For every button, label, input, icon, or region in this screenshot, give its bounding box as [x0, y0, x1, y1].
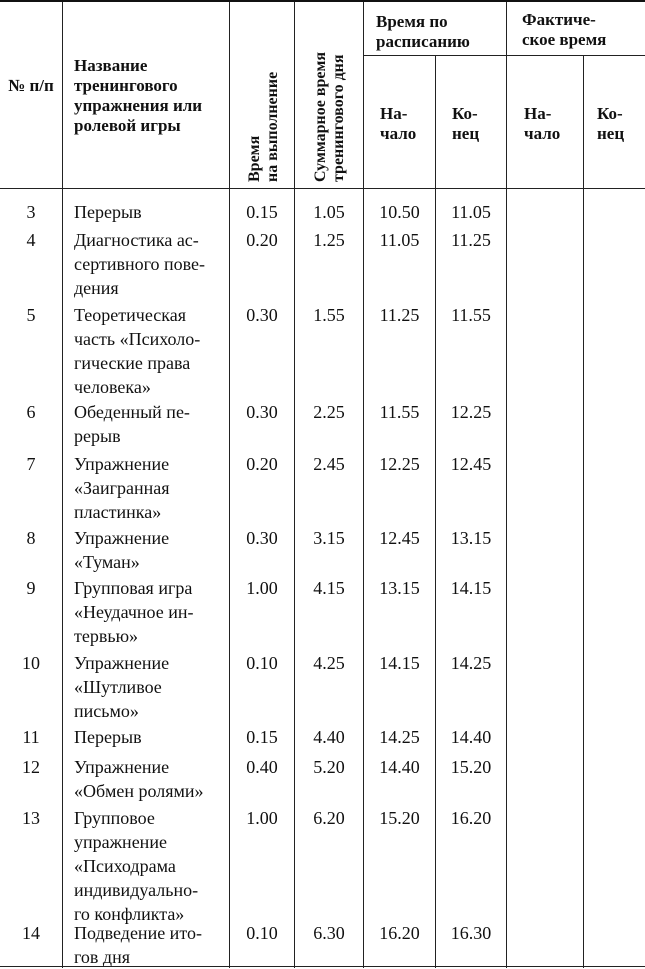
row-name-line: «Обмен ролями» — [74, 781, 204, 801]
row-number: 5 — [26, 305, 36, 325]
row-start: 10.50 — [379, 202, 420, 222]
row-start: 15.20 — [379, 808, 420, 828]
header-scheduled — [376, 12, 504, 52]
row-end: 16.20 — [450, 808, 492, 828]
header-actual-start — [524, 104, 580, 144]
row-name-line: Теоретическая — [74, 305, 187, 325]
header-start-line: чало — [524, 124, 561, 143]
row-name — [74, 806, 229, 926]
row-end: 14.25 — [450, 653, 492, 673]
row-duration: 0.20 — [246, 230, 278, 250]
row-name-line: Диагностика ас- — [74, 230, 199, 250]
row-start: 11.25 — [379, 305, 420, 325]
row-name — [74, 651, 229, 723]
row-name-line: Упражнение — [74, 757, 170, 777]
row-end: 11.05 — [451, 202, 491, 222]
header-end-line: нец — [597, 124, 625, 143]
header-name-line: тренингового — [74, 76, 178, 95]
row-number: 4 — [26, 230, 36, 250]
row-duration: 0.30 — [246, 528, 278, 548]
row-name — [74, 452, 229, 524]
row-name-line: Групповая игра — [74, 578, 193, 598]
header-duration-line: Время — [246, 135, 263, 182]
row-number: 8 — [26, 528, 36, 548]
row-number: 7 — [26, 454, 36, 474]
row-name-line: гов дня — [74, 947, 131, 967]
header-name-line: упражнения или — [74, 96, 203, 115]
row-total: 2.45 — [313, 454, 345, 474]
header-end-line: Ко- — [452, 104, 478, 123]
row-name-line: «Заигранная — [74, 478, 170, 498]
header-name-line: ролевой игры — [74, 116, 181, 135]
row-name-line: Упражнение — [74, 653, 170, 673]
row-duration: 1.00 — [246, 808, 278, 828]
row-name — [74, 576, 229, 648]
row-end: 15.20 — [450, 757, 492, 777]
row-number: 9 — [26, 578, 36, 598]
row-end: 12.45 — [450, 454, 492, 474]
row-start: 14.40 — [379, 757, 420, 777]
row-name-line: гические права — [74, 353, 191, 373]
row-name-line: Групповое — [74, 808, 155, 828]
row-name-line: упражнение — [74, 832, 167, 852]
header-actual-line: Фактиче- — [522, 10, 596, 29]
row-duration: 0.30 — [246, 402, 278, 422]
row-name-line: рерыв — [74, 426, 121, 446]
top-rule — [0, 0, 645, 2]
header-scheduled-start — [380, 104, 432, 144]
row-name-line: пластинка» — [74, 502, 162, 522]
row-name-line: письмо» — [74, 701, 139, 721]
row-name — [74, 228, 229, 300]
row-name-line: «Шутливое — [74, 677, 162, 697]
row-name-line: Упражнение — [74, 454, 170, 474]
col-divider — [435, 56, 436, 968]
header-name — [74, 56, 229, 136]
row-name-line: Обеденный пе- — [74, 402, 190, 422]
row-duration: 0.30 — [246, 305, 278, 325]
row-name-line: человека» — [74, 377, 151, 397]
row-duration: 0.10 — [246, 923, 278, 943]
row-name — [74, 755, 229, 803]
row-total: 6.20 — [313, 808, 345, 828]
row-number: 12 — [22, 757, 40, 777]
row-name-line: «Туман» — [74, 552, 140, 572]
row-total: 4.40 — [313, 727, 345, 747]
row-duration: 0.15 — [246, 727, 278, 747]
row-total: 5.20 — [313, 757, 345, 777]
row-start: 13.15 — [379, 578, 420, 598]
row-start: 14.25 — [379, 727, 420, 747]
header-num-text: № п/п — [8, 76, 54, 95]
row-total: 1.25 — [313, 230, 345, 250]
row-name — [74, 921, 229, 969]
row-name — [74, 400, 229, 448]
row-name-line: сертивного пове- — [74, 254, 206, 274]
header-total — [312, 12, 348, 182]
row-duration: 0.20 — [246, 454, 278, 474]
header-end-line: Ко- — [597, 104, 623, 123]
row-end: 14.40 — [450, 727, 492, 747]
row-duration: 1.00 — [246, 578, 278, 598]
row-name-line: Перерыв — [74, 727, 142, 747]
row-name — [74, 725, 229, 749]
col-divider — [583, 56, 584, 968]
row-name-line: дения — [74, 278, 119, 298]
row-start: 16.20 — [379, 923, 420, 943]
col-divider — [62, 2, 63, 968]
row-name — [74, 200, 229, 224]
row-number: 10 — [22, 653, 40, 673]
row-name-line: го конфликта» — [74, 904, 185, 924]
header-scheduled-end — [452, 104, 504, 144]
row-total: 1.05 — [313, 202, 345, 222]
header-bottom-rule — [0, 188, 645, 189]
subheader-rule — [363, 55, 645, 56]
row-total: 2.25 — [313, 402, 345, 422]
row-duration: 0.10 — [246, 653, 278, 673]
row-start: 14.15 — [379, 653, 420, 673]
row-name-line: тервью» — [74, 626, 139, 646]
row-number: 14 — [22, 923, 40, 943]
row-name-line: Упражнение — [74, 528, 170, 548]
header-start-line: На- — [524, 104, 552, 123]
header-total-line: тренингового дня — [330, 54, 347, 182]
header-duration-line: на выполнение — [264, 71, 281, 182]
row-name-line: Подведение ито- — [74, 923, 202, 943]
header-name-line: Название — [74, 56, 148, 75]
header-num — [0, 76, 62, 96]
header-start-line: чало — [380, 124, 417, 143]
row-number: 6 — [26, 402, 36, 422]
header-actual — [522, 10, 644, 50]
row-name-line: Перерыв — [74, 202, 142, 222]
row-duration: 0.40 — [246, 757, 278, 777]
row-start: 12.25 — [379, 454, 420, 474]
row-end: 16.30 — [450, 923, 492, 943]
row-start: 11.55 — [379, 402, 420, 422]
row-name-line: «Психодрама — [74, 856, 176, 876]
header-total-line: Суммарное время — [312, 51, 329, 182]
header-end-line: нец — [452, 124, 480, 143]
row-total: 4.15 — [313, 578, 345, 598]
row-start: 11.05 — [379, 230, 420, 250]
row-name-line: часть «Психоло- — [74, 329, 201, 349]
col-divider — [506, 2, 507, 968]
row-end: 14.15 — [450, 578, 492, 598]
row-end: 11.55 — [451, 305, 491, 325]
row-number: 13 — [22, 808, 40, 828]
row-total: 1.55 — [313, 305, 345, 325]
row-end: 13.15 — [450, 528, 492, 548]
header-start-line: На- — [380, 104, 408, 123]
row-end: 11.25 — [451, 230, 491, 250]
row-name — [74, 526, 229, 574]
row-name-line: индивидуально- — [74, 880, 199, 900]
header-actual-end — [597, 104, 643, 144]
row-name-line: «Неудачное ин- — [74, 602, 194, 622]
row-name — [74, 303, 229, 399]
row-start: 12.45 — [379, 528, 420, 548]
header-scheduled-line: Время по — [376, 12, 448, 31]
row-duration: 0.15 — [246, 202, 278, 222]
header-actual-line: ское время — [522, 30, 607, 49]
header-scheduled-line: расписанию — [376, 32, 470, 51]
row-total: 6.30 — [313, 923, 345, 943]
row-end: 12.25 — [450, 402, 492, 422]
header-duration — [246, 44, 282, 182]
row-total: 3.15 — [313, 528, 345, 548]
row-total: 4.25 — [313, 653, 345, 673]
row-number: 3 — [26, 202, 36, 222]
row-number: 11 — [22, 727, 40, 747]
